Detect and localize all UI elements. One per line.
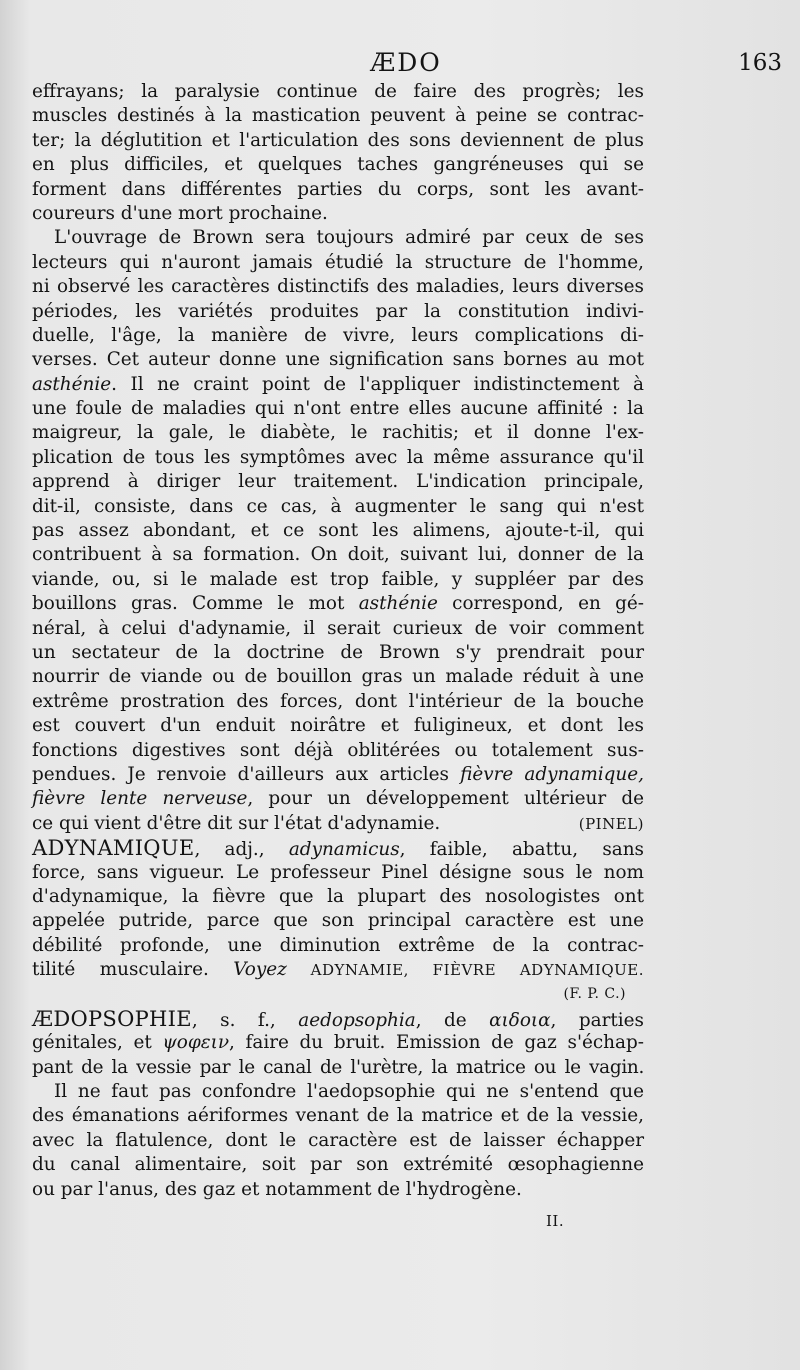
- text-line: Il ne faut pas confondre l'aedopsophie qui ne s'entend que: [54, 1081, 644, 1103]
- text-line: néral, à celui d'adynamie, il serait curieux de voir comment: [32, 617, 644, 639]
- text-line: muscles destinés à la mastication peuvent à peine se contrac-: [32, 105, 644, 127]
- text-line: pas assez abondant, et ce sont les alimens, ajoute-t-il, qui: [32, 520, 644, 542]
- italic-term: Voyez: [233, 959, 287, 981]
- text-line: des émanations aériformes venant de la matrice et de la vessie,: [32, 1105, 644, 1127]
- text-line: ou par l'anus, des gaz et notamment de l'hydrogène.: [32, 1178, 522, 1200]
- text-line: fonctions digestives sont déjà oblitérées ou totalement sus-: [32, 739, 644, 761]
- text-line: lecteurs qui n'auront jamais étudié la structure de l'homme,: [32, 251, 644, 273]
- text-run: , faible, abattu, sans: [399, 839, 644, 861]
- text-line: ter; la déglutition et l'articulation des sons deviennent de plus: [32, 129, 644, 151]
- text-run: , adj.,: [194, 839, 289, 861]
- text-line: apprend à diriger leur traitement. L'indication principale,: [32, 471, 644, 493]
- text-line: force, sans vigueur. Le professeur Pinel désigne sous le nom: [32, 861, 644, 883]
- text-line: un sectateur de la doctrine de Brown s'y prendrait pour: [32, 641, 644, 663]
- text-line: dit-il, consiste, dans ce cas, à augmenter le sang qui n'est: [32, 495, 644, 517]
- text-line: nourrir de viande ou de bouillon gras un malade réduit à une: [32, 666, 644, 688]
- text-run: correspond, en gé-: [437, 593, 644, 615]
- text-run: génitales, et: [32, 1032, 163, 1054]
- text-line: en plus difficiles, et quelques taches gangréneuses qui se: [32, 154, 644, 176]
- text-line: contribuent à sa formation. On doit, suivant lui, donner de la: [32, 544, 644, 566]
- text-run: , s. f.,: [191, 1009, 299, 1031]
- text-line: [32, 1007, 644, 1031]
- page-number: 163: [738, 50, 782, 76]
- italic-term: aedopsophia: [298, 1009, 416, 1031]
- text-line: duelle, l'âge, la manière de vivre, leurs complications di-: [32, 324, 644, 346]
- text-line: est couvert d'un enduit noirâtre et fuligineux, et dont les: [32, 715, 644, 737]
- text-run: , parties: [550, 1009, 644, 1031]
- page-header: [30, 48, 782, 84]
- text-line: débilité profonde, une diminution extrême de la contrac-: [32, 934, 644, 956]
- text-line: [32, 763, 644, 787]
- text-line: [32, 1031, 644, 1055]
- text-run: bouillons gras. Comme le mot: [32, 593, 359, 615]
- catchword: II.: [546, 1212, 565, 1230]
- greek-term: αιδοια: [489, 1009, 551, 1031]
- text-line: d'adynamique, la fièvre que la plupart des nosologistes ont: [32, 885, 644, 907]
- text-line: [32, 958, 644, 982]
- italic-term: asthénie: [32, 373, 112, 395]
- italic-term: fièvre adynamique,: [460, 763, 644, 785]
- text-line: L'ouvrage de Brown sera toujours admiré par ceux de ses: [54, 227, 644, 249]
- text-line: appelée putride, parce que son principal caractère est une: [32, 910, 644, 932]
- text-run: , de: [415, 1009, 490, 1031]
- text-line: [32, 787, 644, 811]
- italic-term: asthénie: [358, 593, 438, 615]
- page-body: [32, 80, 644, 1202]
- text-run: . Il ne craint point de l'appliquer indistinctement à: [111, 373, 644, 395]
- text-line: du canal alimentaire, soit par son extrémité œsophagienne: [32, 1154, 644, 1176]
- author-signature: (F. P. C.): [563, 986, 626, 1003]
- text-run: , pour un développement ultérieur de: [247, 788, 644, 810]
- author-signature: (PINEL): [578, 814, 644, 833]
- text-line: extrême prostration des forces, dont l'intérieur de la bouche: [32, 690, 644, 712]
- cross-reference: ADYNAMIE, FIÈVRE ADYNAMIQUE.: [286, 961, 644, 980]
- text-line: [32, 373, 644, 397]
- text-line: pant de la vessie par le canal de l'urètre, la matrice ou le vagin.: [32, 1056, 644, 1078]
- entry-headword: ADYNAMIQUE: [32, 836, 195, 861]
- text-line: verses. Cet auteur donne une signification sans bornes au mot: [32, 349, 644, 371]
- text-line: [32, 836, 644, 860]
- text-line: plication de tous les symptômes avec la même assurance qu'il: [32, 446, 644, 468]
- italic-term: adynamicus: [288, 839, 400, 861]
- running-head: ÆDO: [370, 48, 442, 77]
- text-line: coureurs d'une mort prochaine.: [32, 202, 328, 224]
- text-line: [32, 592, 644, 616]
- text-line: une foule de maladies qui n'ont entre elles aucune affinité : la: [32, 398, 644, 420]
- text-run: pendues. Je renvoie d'ailleurs aux articles: [32, 763, 461, 785]
- text-line: avec la flatulence, dont le caractère est de laisser échapper: [32, 1129, 644, 1151]
- text-line: ni observé les caractères distinctifs des maladies, leurs diverses: [32, 276, 644, 298]
- text-line: [32, 812, 644, 836]
- text-line: maigreur, la gale, le diabète, le rachitis; et il donne l'ex-: [32, 422, 644, 444]
- text-run: , faire du bruit. Emission de gaz s'échap-: [229, 1032, 644, 1054]
- text-run: tilité musculaire.: [32, 959, 234, 981]
- text-line: forment dans différentes parties du corps, sont les avant-: [32, 178, 644, 200]
- text-line: effrayans; la paralysie continue de faire des progrès; les: [32, 81, 644, 102]
- greek-term: ψοφειν: [162, 1032, 230, 1054]
- italic-term: fièvre lente nerveuse: [32, 788, 248, 810]
- entry-headword: ÆDOPSOPHIE: [32, 1006, 192, 1031]
- text-run: ce qui vient d'être dit sur l'état d'adynamie.: [32, 812, 441, 834]
- text-line: viande, ou, si le malade est trop faible, y suppléer par des: [32, 568, 644, 590]
- text-line: périodes, les variétés produites par la constitution indivi-: [32, 300, 644, 322]
